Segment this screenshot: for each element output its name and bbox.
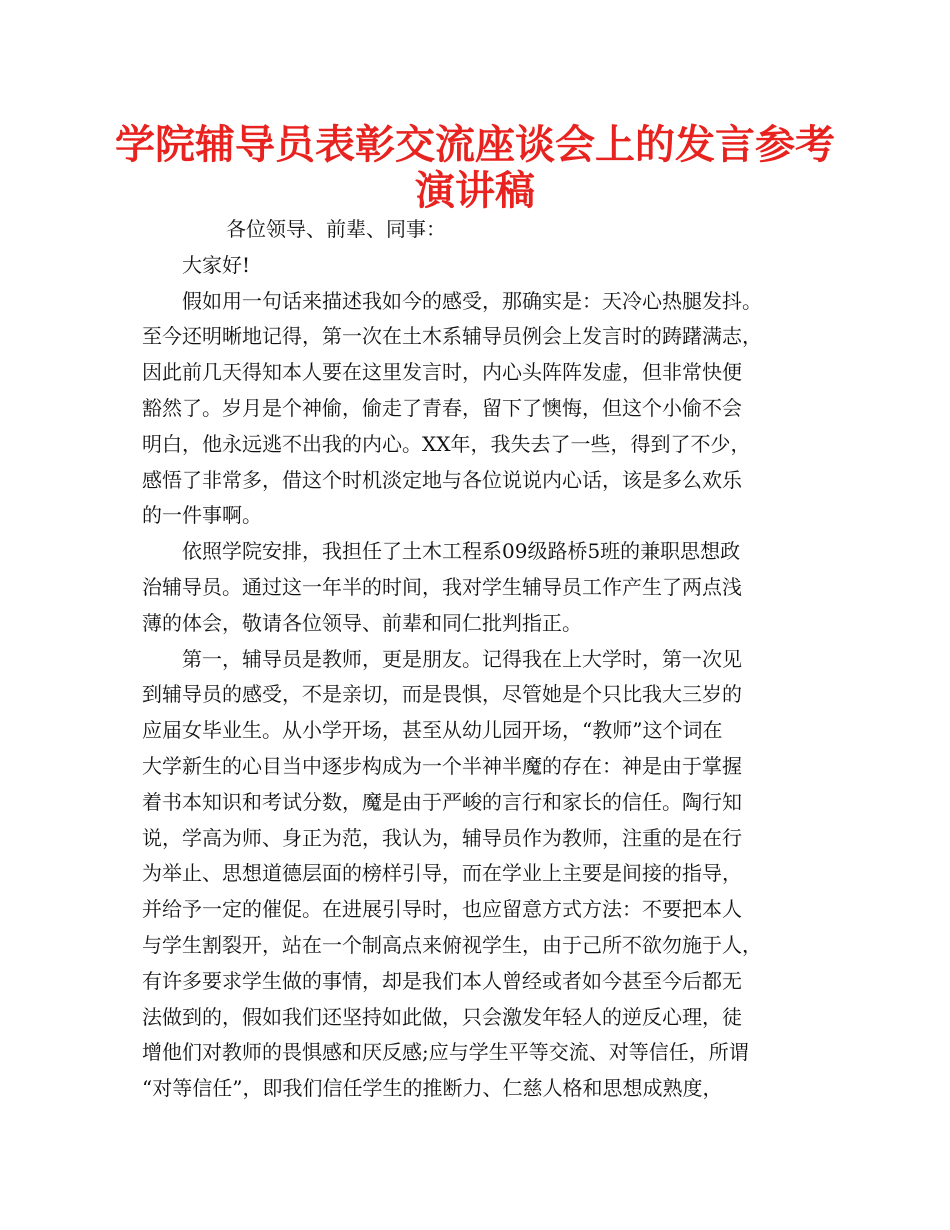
body-line: 大学新生的心目当中逐步构成为一个半神半魔的存在：神是由于掌握: [142, 753, 742, 778]
body-line: 明白，他永远逃不出我的内心。XX年，我失去了一些，得到了不少，: [142, 431, 751, 456]
body-line: 因此前几天得知本人要在这里发言时，内心头阵阵发虚，但非常快便: [142, 360, 742, 385]
body-line: 应届女毕业生。从小学开场，甚至从幼儿园开场，“教师”这个词在: [142, 718, 723, 743]
body-line: 薄的体会，敬请各位领导、前辈和同仁批判指正。: [142, 610, 582, 635]
body-line: 大家好!: [182, 252, 251, 277]
document-title: [0, 122, 950, 214]
title-line-2: 演讲稿: [415, 168, 535, 214]
body-line: 法做到的，假如我们还坚持如此做，只会激发年轻人的逆反心理，徒: [142, 1004, 742, 1029]
body-line: 的一件事啊。: [142, 503, 262, 528]
body-line: 假如用一句话来描述我如今的感受，那确实是：天冷心热腿发抖。: [182, 288, 762, 313]
body-line: 至今还明晰地记得，第一次在土木系辅导员例会上发言时的踌躇满志，: [142, 324, 762, 349]
body-line: 增他们对教师的畏惧感和厌反感;应与学生平等交流、对等信任，所谓: [142, 1040, 749, 1065]
title-line-1: 学院辅导员表彰交流座谈会上的发言参考: [115, 122, 835, 168]
body-line: 有许多要求学生做的事情，却是我们本人曾经或者如今甚至今后都无: [142, 968, 742, 993]
document-body: [142, 212, 832, 1107]
body-line: 依照学院安排，我担任了土木工程系09级路桥5班的兼职思想政: [182, 539, 741, 564]
body-line: 感悟了非常多，借这个时机淡定地与各位说说内心话，该是多么欢乐: [142, 467, 742, 492]
body-line: 说，学高为师、身正为范，我认为，辅导员作为教师，注重的是在行: [142, 825, 742, 850]
body-line: 为举止、思想道德层面的榜样引导，而在学业上主要是间接的指导，: [142, 861, 742, 886]
body-line: 到辅导员的感受，不是亲切，而是畏惧，尽管她是个只比我大三岁的: [142, 682, 742, 707]
salutation-line: 各位领导、前辈、同事：: [226, 217, 446, 241]
body-line: 豁然了。岁月是个神偷，偷走了青春，留下了懊悔，但这个小偷不会: [142, 395, 742, 420]
body-line: 治辅导员。通过这一年半的时间，我对学生辅导员工作产生了两点浅: [142, 574, 742, 599]
body-line: 与学生割裂开，站在一个制高点来俯视学生，由于己所不欲勿施于人，: [142, 932, 762, 957]
body-line: “对等信任”，即我们信任学生的推断力、仁慈人格和思想成熟度，: [142, 1076, 723, 1101]
body-line: 并给予一定的催促。在进展引导时，也应留意方式方法：不要把本人: [142, 897, 742, 922]
body-line: 着书本知识和考试分数，魔是由于严峻的言行和家长的信任。陶行知: [142, 789, 742, 814]
body-line: 第一，辅导员是教师，更是朋友。记得我在上大学时，第一次见: [182, 646, 742, 671]
